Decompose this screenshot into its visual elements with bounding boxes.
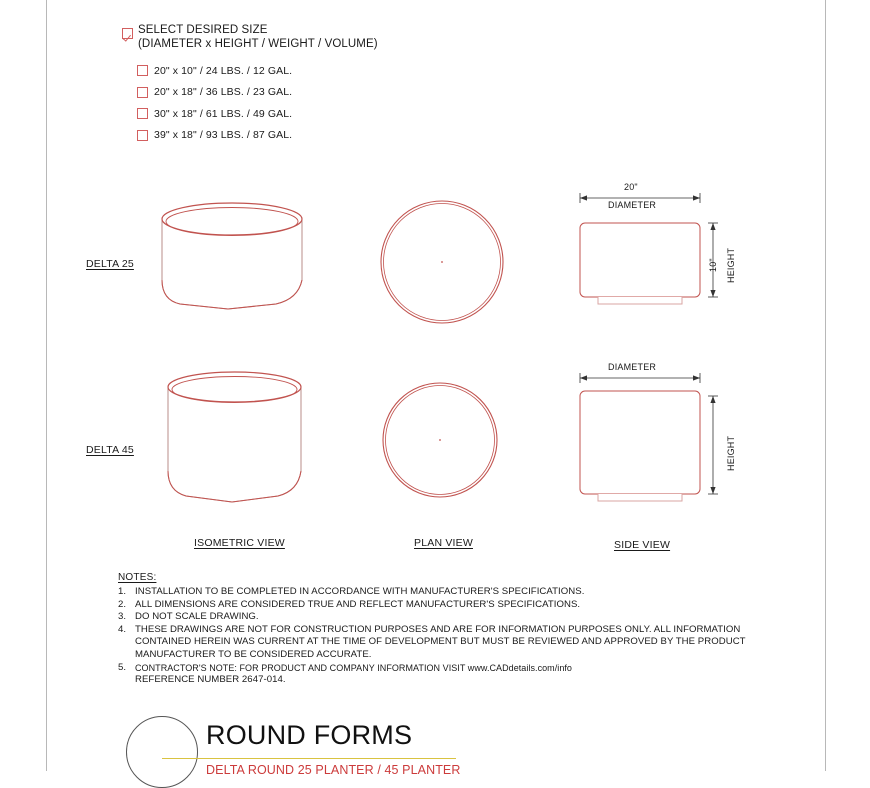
size-option-heading-line1: SELECT DESIRED SIZE (138, 24, 268, 36)
size-option-label: 20" x 18" / 36 LBS. / 23 GAL. (154, 86, 293, 99)
note-line: THESE DRAWINGS ARE NOT FOR CONSTRUCTION PURPOSES AND ARE FOR INFORMATION PURPOSES ONLY. ALL INFORMATION (135, 623, 741, 635)
size-option-label: 30" x 18" / 61 LBS. / 49 GAL. (154, 107, 293, 120)
dimension-value-height: 10" (708, 258, 718, 272)
side-view-delta-45 (560, 356, 760, 521)
size-option-label: 39" x 18" / 93 LBS. / 87 GAL. (154, 129, 293, 142)
note-number: 4. (118, 623, 127, 635)
sheet-subtitle: DELTA ROUND 25 PLANTER / 45 PLANTER (206, 763, 461, 777)
dimension-value-diameter: 20" (624, 182, 638, 192)
size-option-block (122, 24, 462, 146)
checkbox-icon[interactable] (137, 65, 148, 76)
sheet-title: ROUND FORMS (206, 720, 413, 750)
checkbox-icon[interactable] (137, 87, 148, 98)
note-line-url[interactable]: CONTRACTOR'S NOTE: FOR PRODUCT AND COMPANY INFORMATION VISIT www.CADdetails.com/info (135, 662, 572, 673)
title-divider (162, 758, 456, 759)
dimension-label-diameter: DIAMETER (608, 362, 657, 372)
size-option-item-4[interactable] (137, 125, 462, 147)
note-item (118, 624, 818, 662)
note-line: DO NOT SCALE DRAWING. (135, 611, 259, 623)
notes-block (118, 572, 818, 687)
plan-view-delta-25 (370, 190, 520, 345)
notes-title: NOTES: (118, 572, 157, 583)
caption-plan-view: PLAN VIEW (414, 537, 473, 549)
side-view-delta-25 (560, 176, 760, 326)
note-line: INSTALLATION TO BE COMPLETED IN ACCORDANCE WITH MANUFACTURER'S SPECIFICATIONS. (135, 586, 585, 597)
note-line: ALL DIMENSIONS ARE CONSIDERED TRUE AND REFLECT MANUFACTURER'S SPECIFICATIONS. (135, 598, 581, 610)
note-line: CONTAINED HEREIN WAS CURRENT AT THE TIME OF DEVELOPMENT BUT MUST BE REVIEWED AND APPROVED BY THE PRODUCT (135, 636, 746, 648)
note-number: 1. (118, 586, 127, 597)
note-item (118, 599, 818, 612)
note-line: MANUFACTURER TO BE CONSIDERED ACCURATE. (135, 648, 372, 660)
size-option-item-2[interactable] (137, 82, 462, 104)
note-line: REFERENCE NUMBER 2647-014. (135, 674, 286, 686)
size-option-list (137, 60, 462, 146)
caption-isometric-view: ISOMETRIC VIEW (194, 537, 285, 549)
note-number: 5. (118, 661, 127, 673)
note-number: 2. (118, 598, 127, 610)
checkbox-icon[interactable] (137, 108, 148, 119)
dimension-label-diameter: DIAMETER (608, 200, 657, 210)
size-option-item-3[interactable] (137, 103, 462, 125)
logo-circle-icon (126, 716, 198, 788)
size-option-item-1[interactable] (137, 60, 462, 82)
caption-side-view: SIDE VIEW (614, 539, 671, 551)
sheet-border-right (825, 0, 826, 771)
row-label-delta-25: DELTA 25 (86, 258, 134, 270)
size-option-label: 20" x 10" / 24 LBS. / 12 GAL. (154, 64, 293, 77)
dimension-label-height: HEIGHT (726, 435, 736, 471)
sheet-border-left (46, 0, 47, 771)
isometric-view-delta-25 (150, 192, 320, 322)
isometric-view-delta-45 (158, 363, 318, 518)
checkbox-icon[interactable] (137, 130, 148, 141)
note-item (118, 611, 818, 624)
note-number: 3. (118, 611, 127, 623)
dimension-label-height: HEIGHT (726, 247, 736, 283)
plan-view-delta-45 (372, 372, 512, 517)
size-option-heading-line2: (DIAMETER x HEIGHT / WEIGHT / VOLUME) (138, 37, 378, 50)
checkbox-checked-icon[interactable] (122, 28, 133, 39)
note-item (118, 662, 818, 687)
row-label-delta-45: DELTA 45 (86, 444, 134, 456)
note-item (118, 586, 818, 599)
size-option-heading (122, 24, 462, 51)
